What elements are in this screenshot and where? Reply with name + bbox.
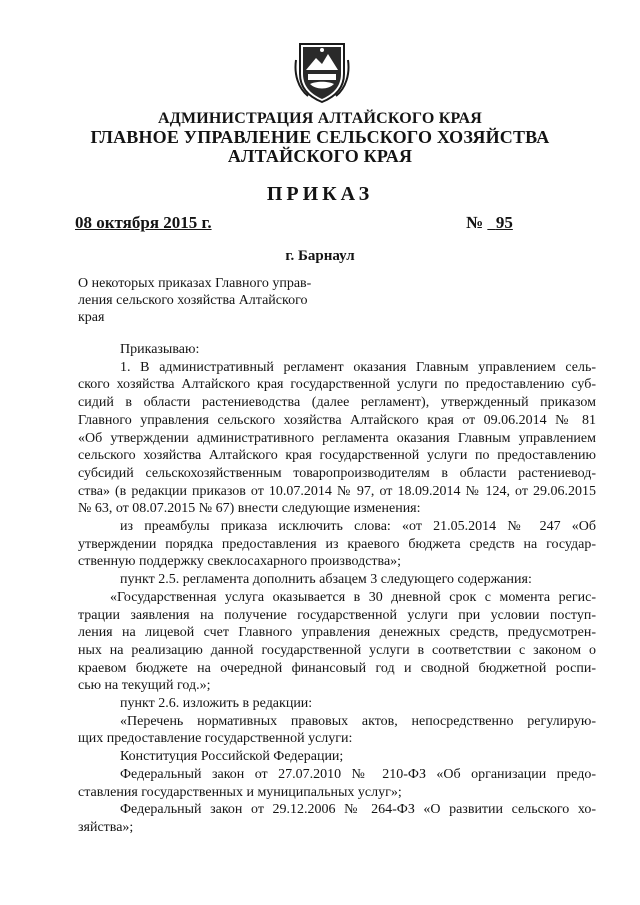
order-body: [78, 341, 596, 837]
body-line: Приказываю:: [120, 342, 200, 357]
body-line: «Перечень нормативных правовых актов, непосредственно регулирую-: [120, 713, 596, 729]
body-line: краевом бюджете на очередной финансовый год и сводной бюджетной роспи-: [78, 660, 596, 676]
body-line: ства» (в редакции приказов от 10.07.2014 № 97, от 18.09.2014 № 124, от 29.06.2015: [78, 483, 596, 499]
subject-line: О некоторых приказах Главного управ-: [78, 276, 312, 291]
order-number: [466, 213, 541, 233]
org-line-administration: АДМИНИСТРАЦИЯ АЛТАЙСКОГО КРАЯ: [158, 110, 482, 127]
body-line: «Государственная услуга оказывается в 30 дневной срок с момента регис-: [110, 589, 596, 605]
body-line: из преамбулы приказа исключить слова: «от 21.05.2014 № 247 «Об: [120, 519, 596, 535]
body-line: трации заявления на получение государственной услуги при условии поступ-: [78, 607, 596, 623]
body-line: сельского хозяйства Алтайского края государственной услуги по предоставлению: [78, 448, 596, 464]
body-line: Федеральный закон от 29.12.2006 № 264-ФЗ «О развитии сельского хо-: [120, 802, 596, 818]
body-line: утверждении порядка предоставления из краевого бюджета средств на государ-: [78, 536, 596, 552]
order-date: 08 октября 2015 г.: [75, 213, 212, 232]
body-line: пункт 2.5. регламента дополнить абзацем 3 следующего содержания:: [120, 572, 532, 588]
city: г. Барнаул: [285, 248, 355, 264]
subject-line: края: [78, 310, 105, 325]
body-line: зяйства»;: [78, 819, 134, 835]
document-title: ПРИКАЗ: [266, 183, 374, 205]
order-number-value: 95: [495, 213, 513, 232]
subject-line: ления сельского хозяйства Алтайского: [78, 293, 308, 308]
coat-of-arms-icon: [294, 40, 350, 104]
org-line-region: АЛТАЙСКОГО КРАЯ: [227, 146, 413, 166]
body-line: 1. В административный регламент оказания Главным управлением сель-: [120, 359, 596, 375]
body-line: «Об утверждении административного регламента оказания Главным управлением: [78, 430, 596, 446]
body-line: № 63, от 08.07.2015 № 67) внести следующие изменения:: [78, 501, 421, 517]
body-line: щих предоставление государственной услуги:: [78, 731, 353, 747]
body-line: Федеральный закон от 27.07.2010 № 210-ФЗ «Об организации предо-: [120, 766, 596, 782]
order-number-prefix: №: [466, 213, 484, 232]
body-line: сидий в области растениеводства (далее регламент), утвержденный приказом: [78, 395, 596, 411]
body-line: ных на реализацию данной государственной услуги в соответствии с законом о: [78, 642, 596, 658]
order-subject: [78, 275, 311, 326]
body-line: ления на лицевой счет Главного управления денежных средств, предусмотрен-: [78, 625, 596, 641]
body-line: ского хозяйства Алтайского края государственной услуги по предоставлению суб-: [78, 377, 596, 393]
org-line-department: ГЛАВНОЕ УПРАВЛЕНИЕ СЕЛЬСКОГО ХОЗЯЙСТВА: [90, 127, 550, 147]
body-line: Главного управления сельского хозяйства Алтайского края от 09.06.2014 № 81: [78, 412, 596, 428]
body-line: субсидий сельскохозяйственным товаропроизводителям в области растениевод-: [78, 465, 596, 481]
body-line: пункт 2.6. изложить в редакции:: [120, 696, 313, 712]
body-line: ставления государственных и муниципальных услуг»;: [78, 784, 402, 800]
body-line: сью на текущий год.»;: [78, 678, 211, 694]
body-line: ственную поддержку свеклосахарного производства»;: [78, 554, 402, 570]
body-line: Конституция Российской Федерации;: [120, 749, 344, 765]
